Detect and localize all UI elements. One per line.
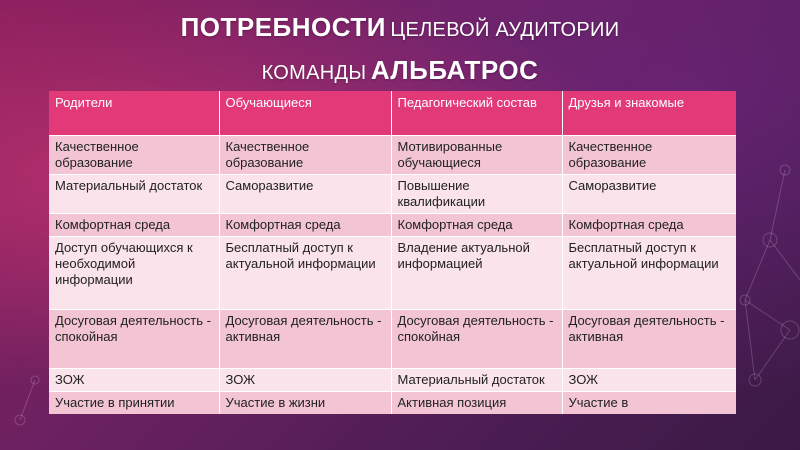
table-row [49, 136, 736, 175]
slide-title [0, 8, 800, 94]
table-cell: ЗОЖ [49, 369, 219, 392]
table-cell: ЗОЖ [219, 369, 391, 392]
table-cell: Досуговая деятельность - активная [219, 310, 391, 369]
table-cell: Качественное образование [49, 136, 219, 175]
table-cell: Владение актуальной информацией [391, 237, 562, 310]
title-line-1 [0, 8, 800, 51]
title-word-team: КОМАНДЫ [261, 62, 367, 84]
table-cell: Саморазвитие [562, 175, 736, 214]
table-cell: Участие в принятии [49, 392, 219, 415]
header-students: Обучающиеся [219, 91, 391, 136]
table-row [49, 214, 736, 237]
needs-table [49, 91, 736, 414]
header-friends: Друзья и знакомые [562, 91, 736, 136]
title-team-name: АЛЬБАТРОС [370, 55, 539, 85]
table-cell: Комфортная среда [391, 214, 562, 237]
table-cell: Качественное образование [219, 136, 391, 175]
table-cell: Комфортная среда [219, 214, 391, 237]
table-cell: Доступ обучающихся к необходимой информации [49, 237, 219, 310]
title-target-audience: ЦЕЛЕВОЙ АУДИТОРИИ [390, 19, 620, 41]
header-parents: Родители [49, 91, 219, 136]
table-cell: ЗОЖ [562, 369, 736, 392]
header-teaching-staff: Педагогический состав [391, 91, 562, 136]
table-cell: Мотивированные обучающиеся [391, 136, 562, 175]
table-cell: Досуговая деятельность - спокойная [49, 310, 219, 369]
table-cell: Досуговая деятельность - спокойная [391, 310, 562, 369]
table-row [49, 369, 736, 392]
table-cell: Повышение квалификации [391, 175, 562, 214]
table-cell: Материальный достаток [49, 175, 219, 214]
table-cell: Досуговая деятельность - активная [562, 310, 736, 369]
needs-table-container [49, 91, 736, 450]
title-line-2 [0, 51, 800, 94]
table-cell: Активная позиция [391, 392, 562, 415]
table-row [49, 175, 736, 214]
table-row [49, 237, 736, 310]
table-row [49, 310, 736, 369]
table-header-row [49, 91, 736, 136]
table-cell: Комфортная среда [49, 214, 219, 237]
table-cell: Саморазвитие [219, 175, 391, 214]
table-cell: Участие в жизни [219, 392, 391, 415]
table-cell: Бесплатный доступ к актуальной информации [562, 237, 736, 310]
table-cell: Бесплатный доступ к актуальной информации [219, 237, 391, 310]
table-cell: Комфортная среда [562, 214, 736, 237]
table-cell: Качественное образование [562, 136, 736, 175]
table-cell: Материальный достаток [391, 369, 562, 392]
title-word-needs: ПОТРЕБНОСТИ [180, 12, 386, 42]
table-row [49, 392, 736, 415]
table-cell: Участие в [562, 392, 736, 415]
